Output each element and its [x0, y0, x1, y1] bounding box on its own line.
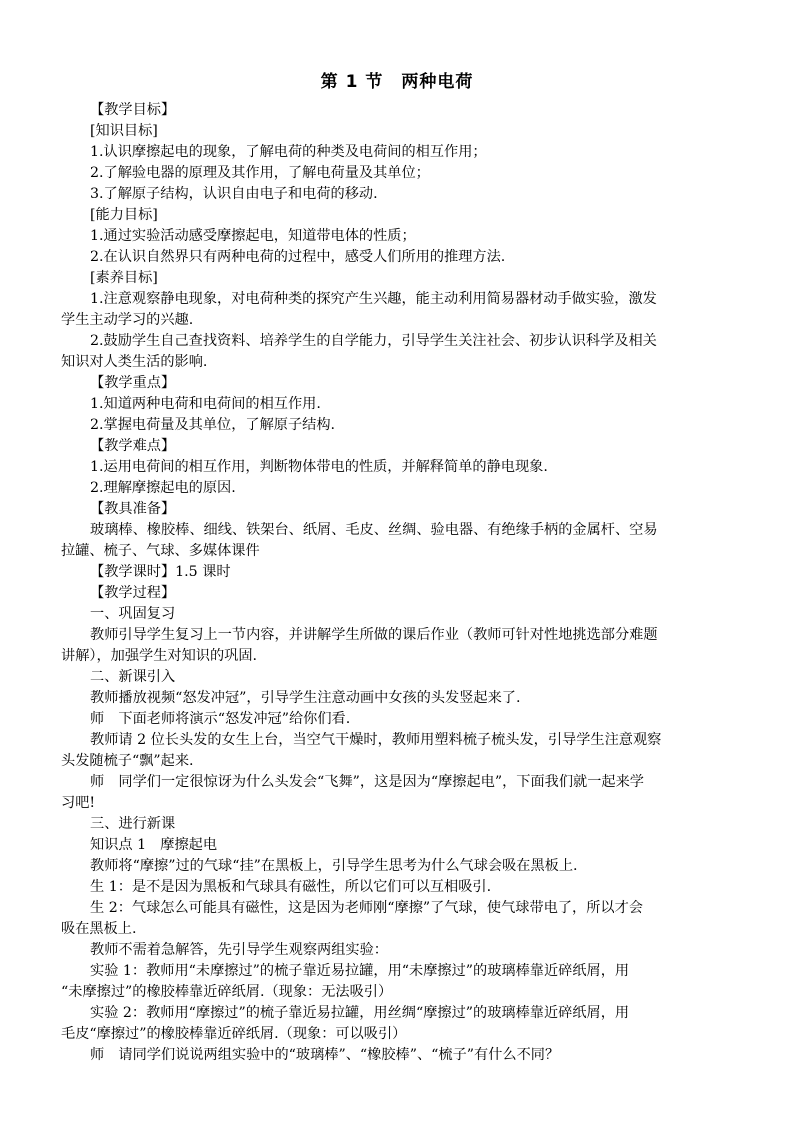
text-line: 2.掌握电荷量及其单位，了解原子结构.	[90, 417, 336, 433]
text-line: 3.了解原子结构，认识自由电子和电荷的移动.	[90, 186, 378, 202]
text-line: [素养目标]	[90, 270, 158, 286]
text-line: 一、巩固复习	[90, 606, 176, 622]
text-line: 【教学过程】	[90, 585, 176, 601]
text-line: 讲解），加强学生对知识的巩固.	[61, 648, 258, 664]
text-line: 实验 1：教师用“未摩擦过”的梳子靠近易拉罐，用“未摩擦过”的玻璃棒靠近碎纸屑，用	[90, 963, 630, 979]
text-line: “未摩擦过”的橡胶棒靠近碎纸屑.（现象：无法吸引）	[61, 984, 393, 1000]
text-line: 【教具准备】	[90, 501, 176, 517]
text-line: 2.在认识自然界只有两种电荷的过程中，感受人们所用的推理方法.	[90, 249, 506, 265]
text-line: 2.了解验电器的原理及其作用，了解电荷量及其单位；	[90, 165, 430, 181]
text-line: 教师不需着急解答，先引导学生观察两组实验：	[90, 942, 388, 958]
text-line: 实验 2：教师用“摩擦过”的梳子靠近易拉罐，用丝绸“摩擦过”的玻璃棒靠近碎纸屑，用	[90, 1005, 630, 1021]
text-line: 玻璃棒、橡胶棒、细线、铁架台、纸屑、毛皮、丝绸、验电器、有绝缘手柄的金属杆、空易	[90, 522, 658, 538]
text-line: 1.通过实验活动感受摩擦起电，知道带电体的性质；	[90, 228, 416, 244]
text-line: 1.注意观察静电现象，对电荷种类的探究产生兴趣，能主动利用简易器材动手做实验，激发	[90, 291, 657, 307]
text-line: 教师将“摩擦”过的气球“挂”在黑板上，引导学生思考为什么气球会吸在黑板上.	[90, 858, 578, 874]
text-line: 习吧!	[61, 795, 96, 811]
text-line: 学生主动学习的兴趣.	[61, 312, 194, 328]
page-title: 第 1 节 两种电荷	[320, 72, 474, 92]
text-line: 教师请 2 位长头发的女生上台，当空气干燥时，教师用塑料梳子梳头发，引导学生注意观察	[90, 732, 662, 748]
text-line: 教师播放视频“怒发冲冠”，引导学生注意动画中女孩的头发竖起来了.	[90, 690, 521, 706]
text-line: 【教学难点】	[90, 438, 176, 454]
text-line: 生 2：气球怎么可能具有磁性，这是因为老师刚“摩擦”了气球，使气球带电了，所以才会	[90, 900, 643, 916]
text-line: 三、进行新课	[90, 816, 176, 832]
text-line: 知识点 1 摩擦起电	[90, 837, 218, 853]
text-line: 二、新课引入	[90, 669, 176, 685]
text-line: 吸在黑板上.	[61, 921, 137, 937]
text-line: 知识对人类生活的影响.	[61, 354, 208, 370]
text-line: 1.运用电荷间的相互作用，判断物体带电的性质，并解释简单的静电现象.	[90, 459, 548, 475]
text-line: [能力目标]	[90, 207, 158, 223]
text-line: 拉罐、梳子、气球、多媒体课件	[61, 543, 260, 559]
text-line: 教师引导学生复习上一节内容，并讲解学生所做的课后作业（教师可针对性地挑选部分难题	[90, 627, 658, 643]
text-line: 师 下面老师将演示“怒发冲冠”给你们看.	[90, 711, 351, 727]
document-body	[61, 100, 735, 1066]
text-line: 2.鼓励学生自己查找资料、培养学生的自学能力，引导学生关注社会、初步认识科学及相关	[90, 333, 657, 349]
text-line: 师 请同学们说说两组实验中的“玻璃棒”、“橡胶棒”、“梳子”有什么不同？	[90, 1047, 560, 1063]
text-line: 【教学课时】1.5 课时	[90, 564, 231, 580]
text-line: 师 同学们一定很惊讶为什么头发会“飞舞”，这是因为“摩擦起电”，下面我们就一起来学	[90, 774, 644, 790]
text-line: [知识目标]	[90, 123, 158, 139]
text-line: 2.理解摩擦起电的原因.	[90, 480, 236, 496]
text-line: 毛皮“摩擦过”的橡胶棒靠近碎纸屑.（现象：可以吸引）	[61, 1026, 407, 1042]
text-line: 1.认识摩擦起电的现象，了解电荷的种类及电荷间的相互作用；	[90, 144, 487, 160]
text-line: 【教学目标】	[90, 102, 176, 118]
text-line: 【教学重点】	[90, 375, 176, 391]
text-line: 头发随梳子“飘”起来.	[61, 753, 194, 769]
text-line: 1.知道两种电荷和电荷间的相互作用.	[90, 396, 321, 412]
text-line: 生 1：是不是因为黑板和气球具有磁性，所以它们可以互相吸引.	[90, 879, 492, 895]
